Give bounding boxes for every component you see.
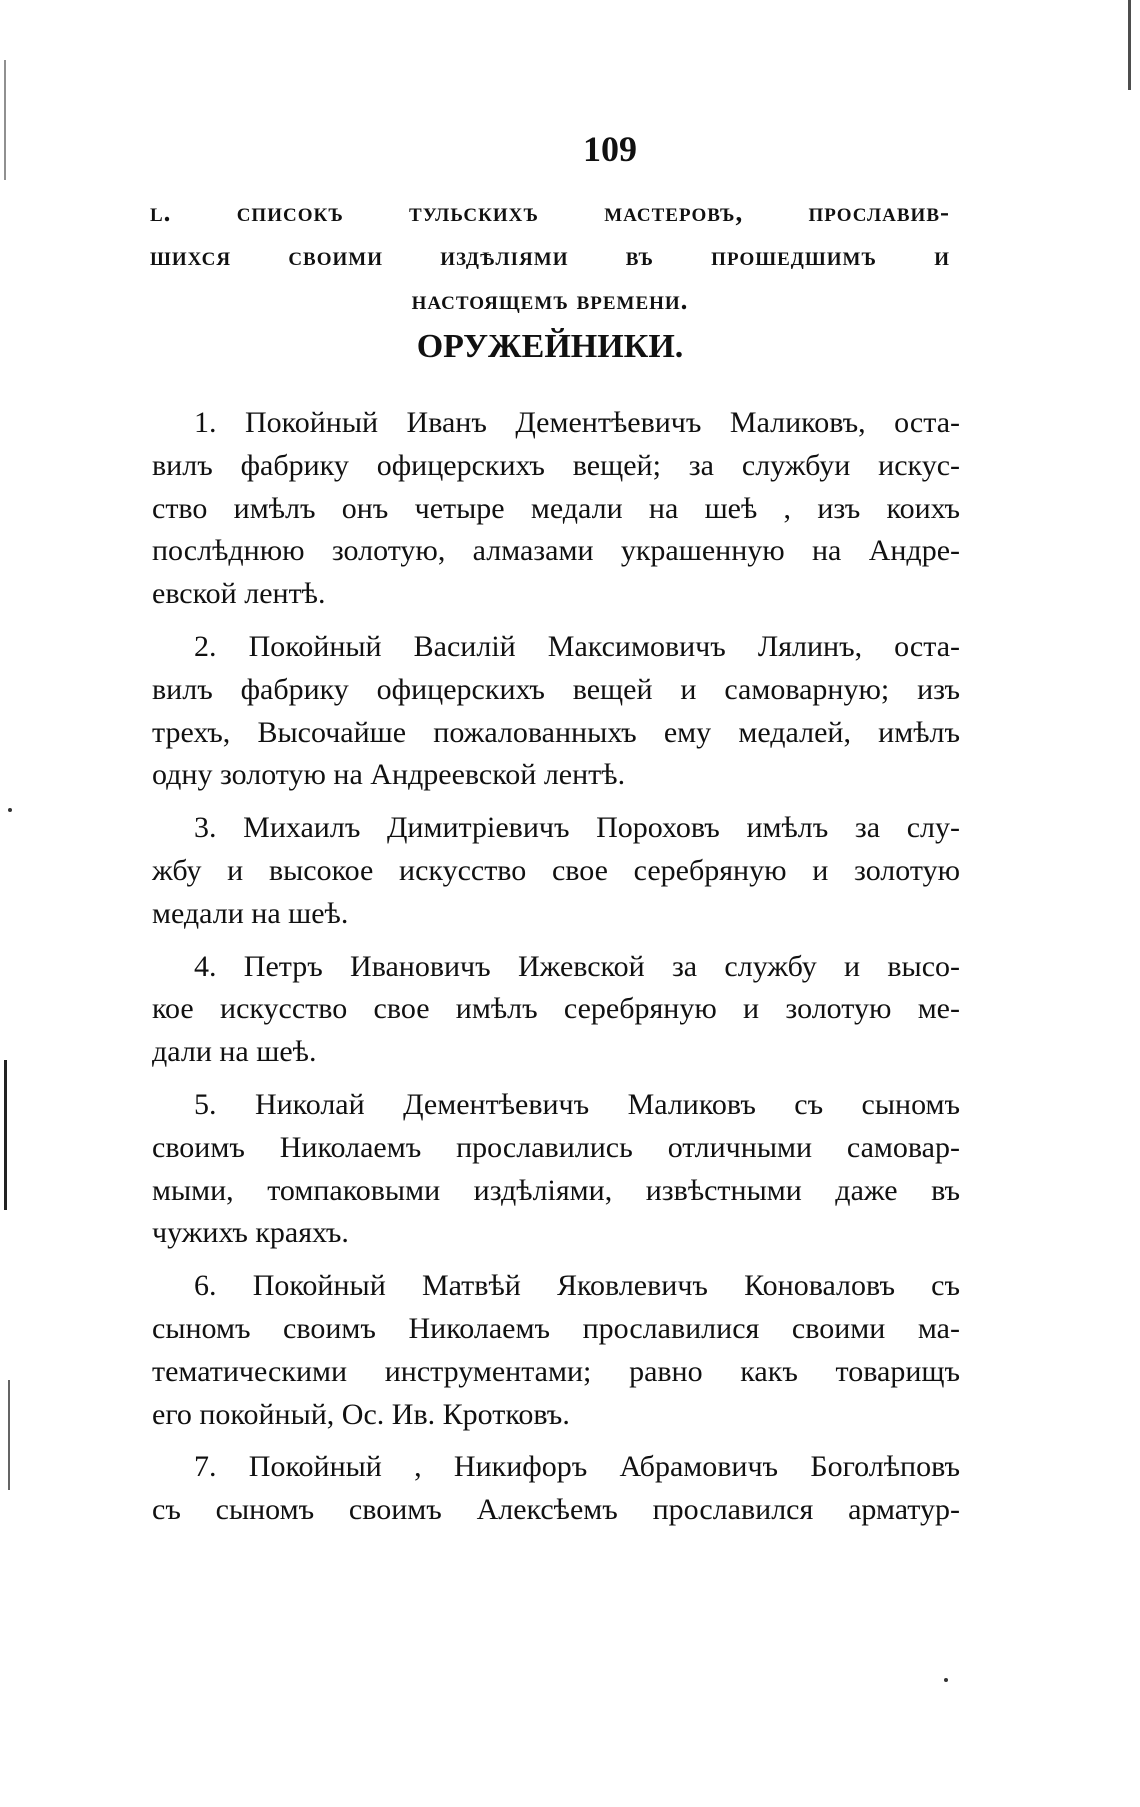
text-line: дали на шеѣ. (152, 1035, 317, 1069)
text-line: съ сыномъ своимъ Алексѣемъ прославился арматур- (152, 1493, 960, 1527)
heading-line-3: настоящемъ времени. (411, 285, 689, 315)
text-line: вилъ фабрику офицерскихъ вещей; за службуи искус- (152, 448, 960, 482)
chapter-heading (150, 190, 950, 322)
scan-edge-line-mid (4, 1060, 7, 1210)
text-line: ство имѣлъ онъ четыре медали на шеѣ , изъ коихъ (152, 491, 960, 525)
text-line: мыми, томпаковыми издѣлiями, извѣстными даже въ (152, 1173, 960, 1207)
paragraph-6 (152, 1265, 960, 1436)
text-line: 2. Покойный Василiй Максимовичъ Лялинъ, оста- (194, 629, 960, 663)
paragraph-5 (152, 1084, 960, 1255)
paragraph-1 (152, 402, 960, 616)
section-title: ОРУЖЕЙНИКИ. (416, 328, 684, 365)
scan-speck (8, 808, 12, 812)
text-line: своимъ Николаемъ прославились отличными самовар- (152, 1130, 960, 1164)
paragraph-2 (152, 626, 960, 797)
heading-line-2: шихся своими издѣлiями въ прошедшимъ и (150, 241, 950, 271)
text-line: трехъ, Высочайше пожалованныхъ ему медалей, имѣлъ (152, 715, 960, 749)
paragraph-3 (152, 807, 960, 935)
text-line: 5. Николай Дементѣевичъ Маликовъ съ сыномъ (194, 1087, 960, 1121)
text-line: одну золотую на Андреевской лентѣ. (152, 758, 626, 792)
heading-line-1: l. списокъ тульскихъ мастеровъ, прославив- (150, 197, 950, 227)
text-line: медали на шеѣ. (152, 896, 349, 930)
text-line: евской лентѣ. (152, 577, 326, 611)
text-line: послѣднюю золотую, алмазами украшенную на Андре- (152, 534, 960, 568)
scan-edge-line-bottom (8, 1380, 10, 1490)
scan-edge-line-top (4, 60, 6, 180)
text-line: 1. Покойный Иванъ Дементѣевичъ Маликовъ, оста- (194, 406, 960, 439)
scan-speck (944, 1678, 948, 1682)
text-line: 6. Покойный Матвѣй Яковлевичъ Коноваловъ съ (194, 1269, 960, 1303)
text-line: жбу и высокое искусство свое серебряную и золотую (152, 853, 960, 887)
text-line: сыномъ своимъ Николаемъ прославилися своими ма- (152, 1311, 960, 1345)
paragraph-4 (152, 946, 960, 1074)
text-line: тематическими инструментами; равно какъ товарищъ (152, 1354, 960, 1388)
text-line: его покойный, Ос. Ив. Кротковъ. (152, 1397, 570, 1431)
text-line: 7. Покойный , Никифоръ Абрамовичъ Боголѣповъ (194, 1450, 960, 1484)
body-text (152, 402, 960, 1542)
text-line: 4. Петръ Ивановичъ Ижевской за службу и высо- (194, 949, 960, 983)
scan-edge-right (1128, 0, 1131, 90)
paragraph-7 (152, 1446, 960, 1532)
text-line: чужихъ краяхъ. (152, 1216, 349, 1250)
page-number: 109 (583, 129, 637, 169)
text-line: вилъ фабрику офицерскихъ вещей и самоварную; изъ (152, 672, 960, 706)
text-line: 3. Михаилъ Димитрiевичъ Пороховъ имѣлъ за слу- (194, 811, 960, 845)
text-line: кое искусство свое имѣлъ серебряную и золотую ме- (152, 992, 960, 1026)
